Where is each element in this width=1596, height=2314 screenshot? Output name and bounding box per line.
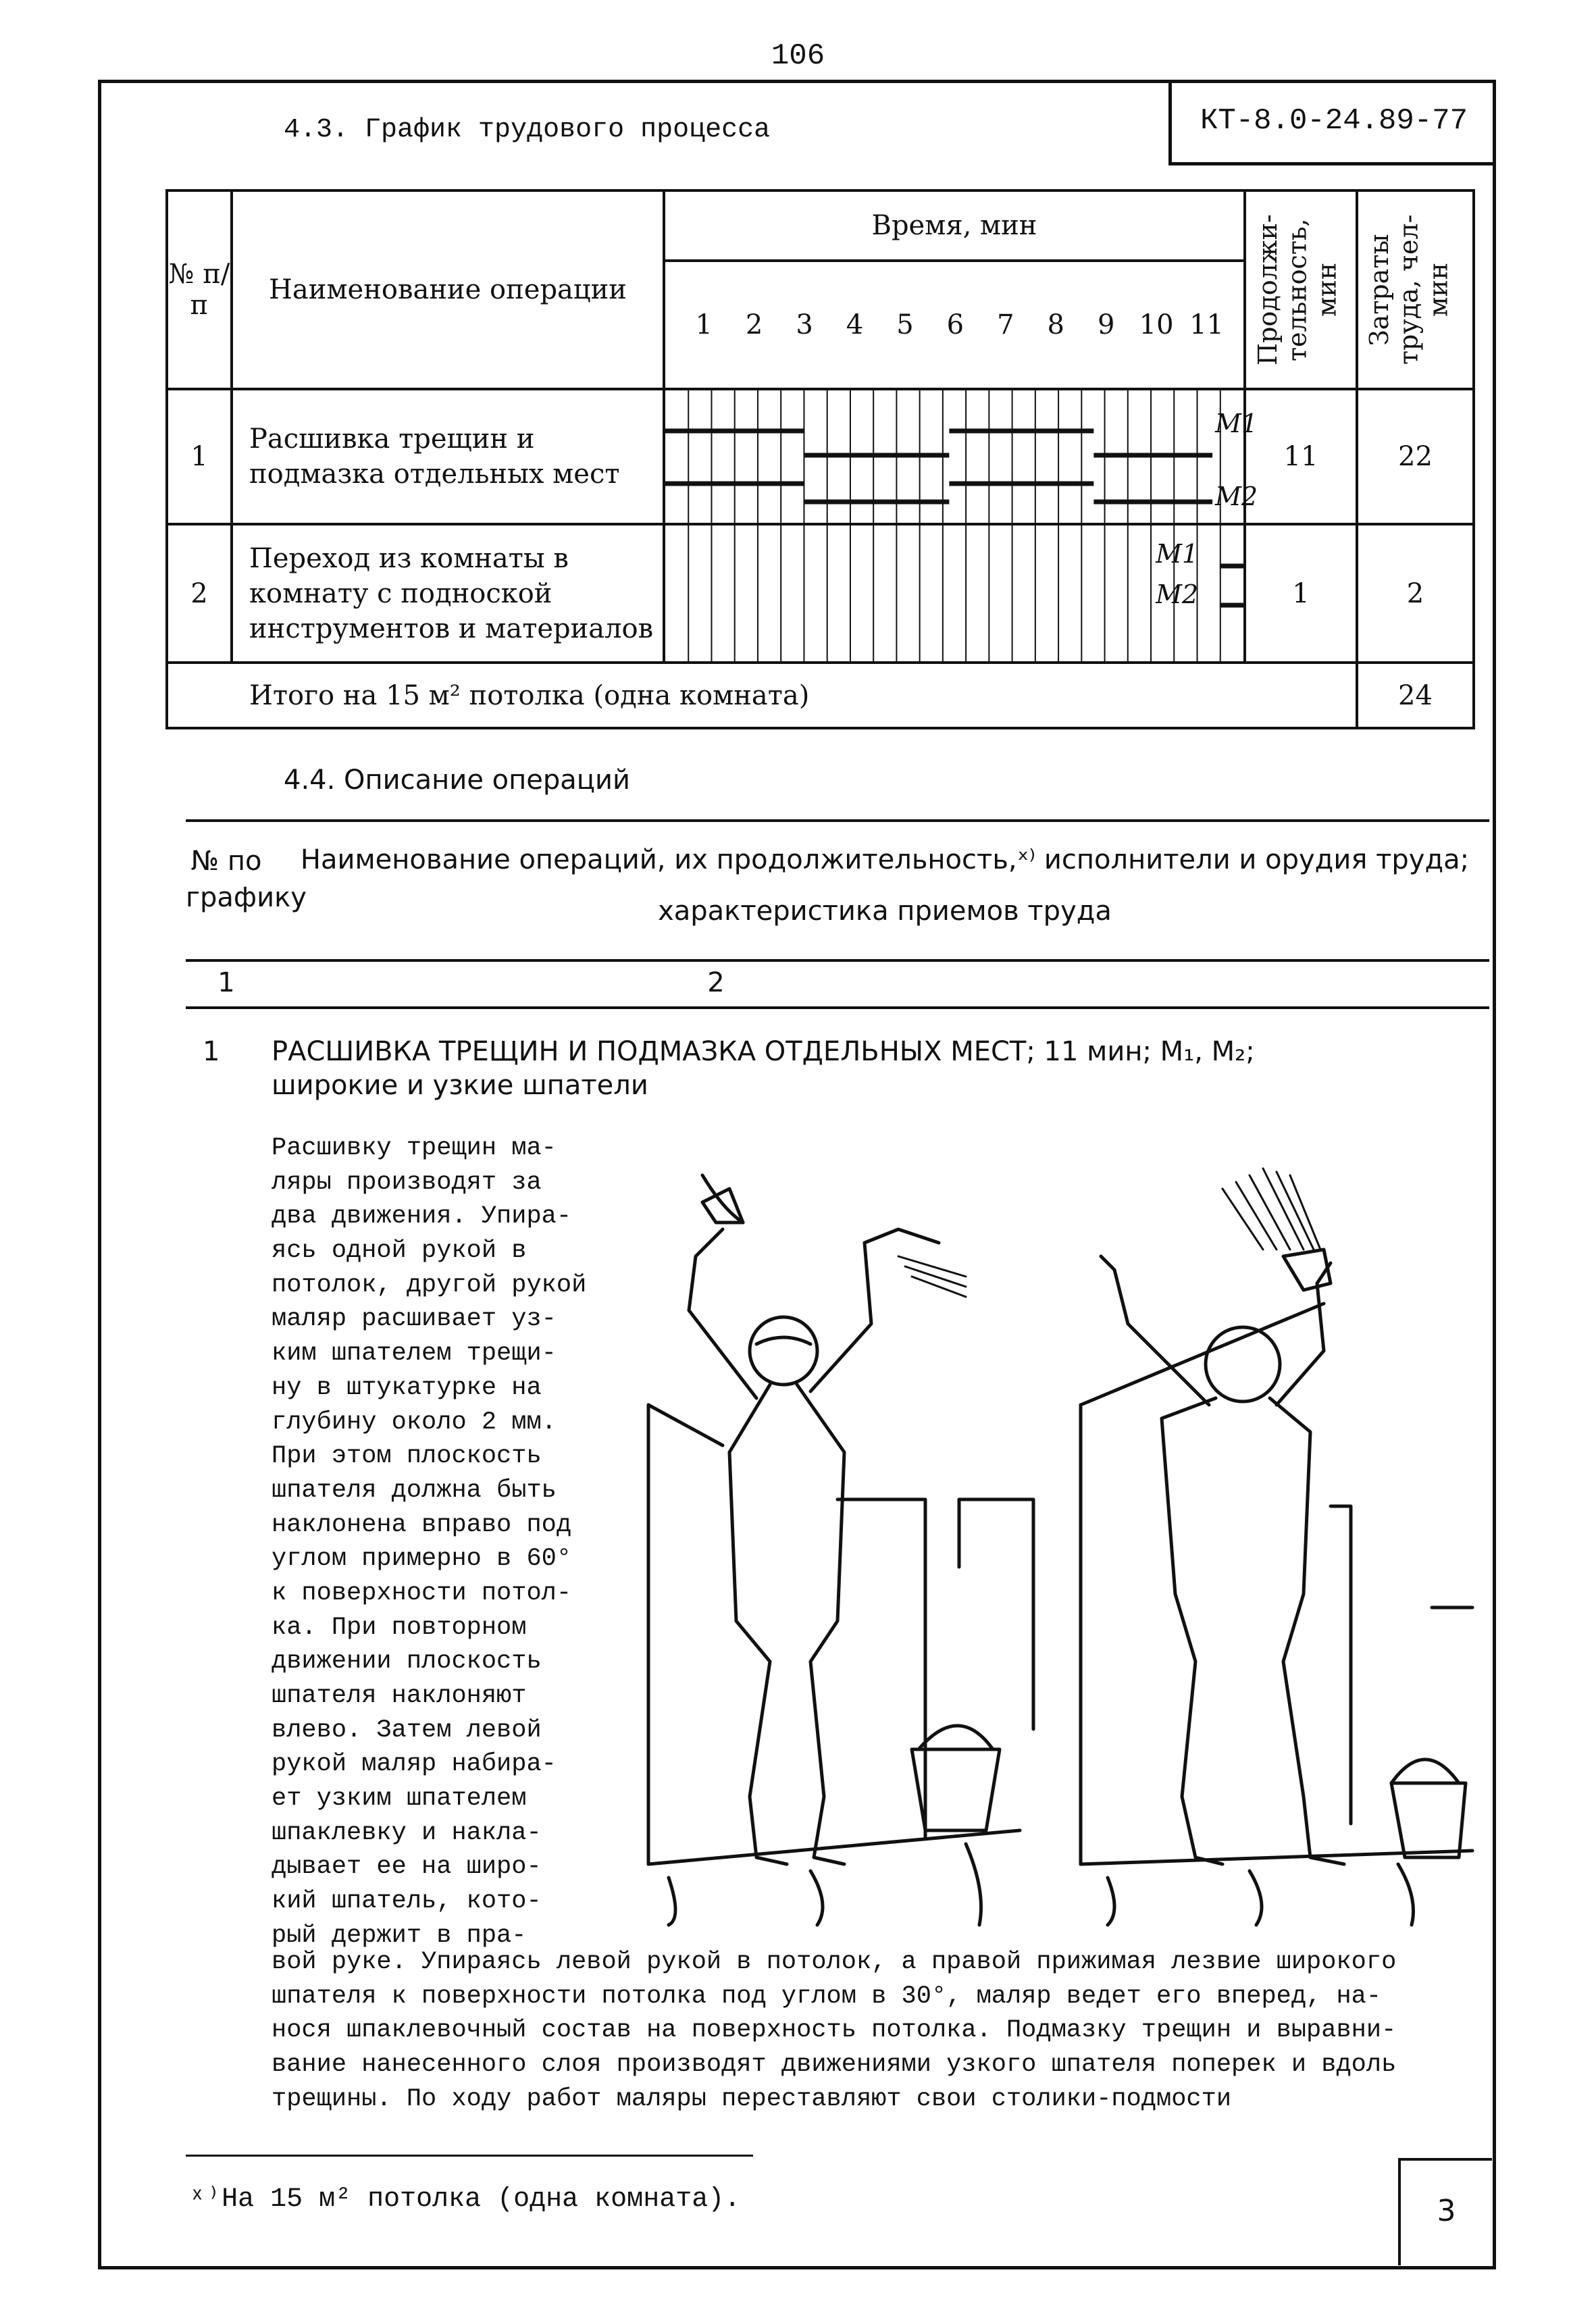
row-1-name: Расшивка трещин и подмазка отдельных мест <box>232 389 664 524</box>
row-2-number: 2 <box>167 524 232 663</box>
time-title: Время, мин <box>665 192 1243 262</box>
text-line: ясь одной рукой в <box>272 1237 527 1266</box>
minute-label: 7 <box>997 309 1014 340</box>
text-line: ким шпателем трещи- <box>272 1339 557 1368</box>
text-line: два движения. Упира- <box>272 1202 572 1231</box>
row-1-labor: 22 <box>1357 389 1474 524</box>
text-line: шпателя должна быть <box>272 1476 557 1505</box>
desc-col2-header-line1: Наименование операций, их продолжительность,ˣ⁾ исполнители и орудия труда; <box>300 844 1470 875</box>
minute-label: 1 <box>695 309 713 340</box>
row-2-gantt <box>664 524 1245 663</box>
minute-label: 6 <box>946 309 964 340</box>
text-line: шпателя наклоняют <box>272 1682 527 1710</box>
pipe-left <box>959 1499 1033 1729</box>
wall-panel-left <box>838 1499 925 1837</box>
minute-label: 8 <box>1047 309 1064 340</box>
minute-label: 4 <box>846 309 864 340</box>
row-2-gantt-chart <box>665 525 1243 661</box>
text-line: дывает ее на широ- <box>272 1853 542 1882</box>
text-line: к поверхности потол- <box>272 1578 572 1608</box>
rule-top <box>186 819 1489 822</box>
minute-label: 5 <box>896 309 914 340</box>
text-line: ка. При повторном <box>272 1613 527 1642</box>
text-line: глубину около 2 мм. <box>272 1408 557 1437</box>
row-2-duration: 1 <box>1245 524 1357 663</box>
desc-col2-number: 2 <box>707 967 725 998</box>
worker-label-m2: M2 <box>1214 482 1258 511</box>
worker-label-m1: M1 <box>1156 539 1199 569</box>
bucket-handle-left <box>919 1726 993 1749</box>
bucket-right <box>1391 1783 1466 1857</box>
operation-number: 1 <box>203 1036 220 1067</box>
page-number: 106 <box>771 39 825 73</box>
scaffold-leg-left-2 <box>810 1871 823 1925</box>
header-time <box>664 190 1245 389</box>
document-code: КТ-8.0-24.89-77 <box>1168 80 1496 165</box>
operation-text-full <box>272 1945 1487 2116</box>
header-duration: Продолжи-тельность, мин <box>1245 190 1357 389</box>
text-line: рукой маляр набира- <box>272 1750 557 1779</box>
text-line: ну в штукатурке на <box>272 1373 542 1402</box>
minute-labels <box>665 262 1243 388</box>
text-line: вой руке. Упираясь левой рукой в потолок, а правой прижимая лезвие широкого <box>272 1948 1397 1976</box>
ceiling-edge-left <box>648 1405 723 1445</box>
header-labor: Затраты труда, чел-мин <box>1357 190 1474 389</box>
bucket-handle-right <box>1391 1759 1459 1783</box>
operation-title: РАСШИВКА ТРЕЩИН И ПОДМАЗКА ОТДЕЛЬНЫХ МЕСТ; 11 мин; М₁, М₂; <box>272 1036 1255 1067</box>
minute-label: 9 <box>1097 309 1115 340</box>
text-line: кий шпатель, кото- <box>272 1887 542 1916</box>
desc-col1-header: № по графику <box>186 846 307 913</box>
text-line: шпателя к поверхности потолка под углом в 30°, маляр ведет его вперед, на- <box>272 1982 1382 2011</box>
desc-col1-number: 1 <box>217 967 235 998</box>
painter-2 <box>1101 1168 1344 1864</box>
text-line: шпаклевку и накла- <box>272 1818 542 1847</box>
scaffold-leg-left-3 <box>966 1844 981 1925</box>
corner-number: 3 <box>1398 2158 1492 2265</box>
header-number: № п/п <box>167 190 232 389</box>
total-value: 24 <box>1357 663 1474 728</box>
section-title-schedule: 4.3. График трудового процесса <box>284 115 771 145</box>
ceiling-edge-right <box>1081 1304 1324 1405</box>
text-line: трещины. По ходу работ маляры переставляют свои столики-подмости <box>272 2084 1232 2113</box>
worker-label-m1: M1 <box>1214 409 1258 438</box>
minute-label: 3 <box>796 309 813 340</box>
footnote: ˣ⁾На 15 м² потолка (одна комната). <box>189 2184 741 2215</box>
desc-col2-header-line2: характеристика приемов труда <box>658 896 1112 927</box>
text-line: наклонена вправо под <box>272 1510 572 1539</box>
text-line: углом примерно в 60° <box>272 1545 572 1574</box>
wall-panel-right <box>1331 1506 1351 1824</box>
operation-text-column <box>272 1131 623 1953</box>
minute-label: 2 <box>745 309 763 340</box>
scaffold-leg-right-1 <box>1108 1878 1114 1925</box>
text-line: вание нанесенного слоя производят движениями узкого шпателя поперек и вдоль <box>272 2051 1397 2080</box>
text-line: ет узким шпателем <box>272 1784 527 1814</box>
text-line: При этом плоскость <box>272 1442 542 1471</box>
rule-mid <box>186 959 1489 962</box>
scaffold-leg-left-1 <box>669 1878 675 1925</box>
row-2-name: Переход из комнаты в комнату с подноской инструментов и материалов <box>232 524 664 663</box>
row-1-gantt-chart <box>665 390 1258 523</box>
text-line: влево. Затем левой <box>272 1716 542 1745</box>
row-2-labor: 2 <box>1357 524 1474 663</box>
minute-label: 11 <box>1189 309 1225 340</box>
text-line: Расшивку трещин ма- <box>272 1134 557 1162</box>
section-title-description: 4.4. Описание операций <box>284 765 631 796</box>
row-1-duration: 11 <box>1245 389 1357 524</box>
row-1-number: 1 <box>167 389 232 524</box>
text-line: нося шпаклевочный состав на поверхность потолка. Подмазку трещин и выравни- <box>272 2016 1397 2045</box>
text-line: рый держит в пра- <box>272 1921 527 1950</box>
total-label: Итого на 15 м² потолка (одна комната) <box>167 663 1357 728</box>
header-operation-name: Наименование операции <box>232 190 664 389</box>
painters-illustration <box>642 1148 1472 1925</box>
rule-bottom <box>186 1006 1489 1009</box>
text-line: потолок, другой рукой <box>272 1270 587 1300</box>
row-1-gantt <box>664 389 1258 524</box>
text-line: ляры производят за <box>272 1168 542 1197</box>
labor-schedule-table <box>165 189 1475 729</box>
footnote-rule <box>186 2155 753 2157</box>
scaffold-left <box>648 1830 1020 1864</box>
worker-label-m2: M2 <box>1156 580 1199 609</box>
operation-tools: широкие и узкие шпатели <box>272 1070 648 1101</box>
scaffold-leg-right-2 <box>1250 1871 1262 1925</box>
minute-label: 10 <box>1139 309 1174 340</box>
scaffold-leg-right-3 <box>1398 1864 1414 1925</box>
text-line: движении плоскость <box>272 1647 542 1676</box>
text-line: маляр расшивает уз- <box>272 1305 557 1334</box>
